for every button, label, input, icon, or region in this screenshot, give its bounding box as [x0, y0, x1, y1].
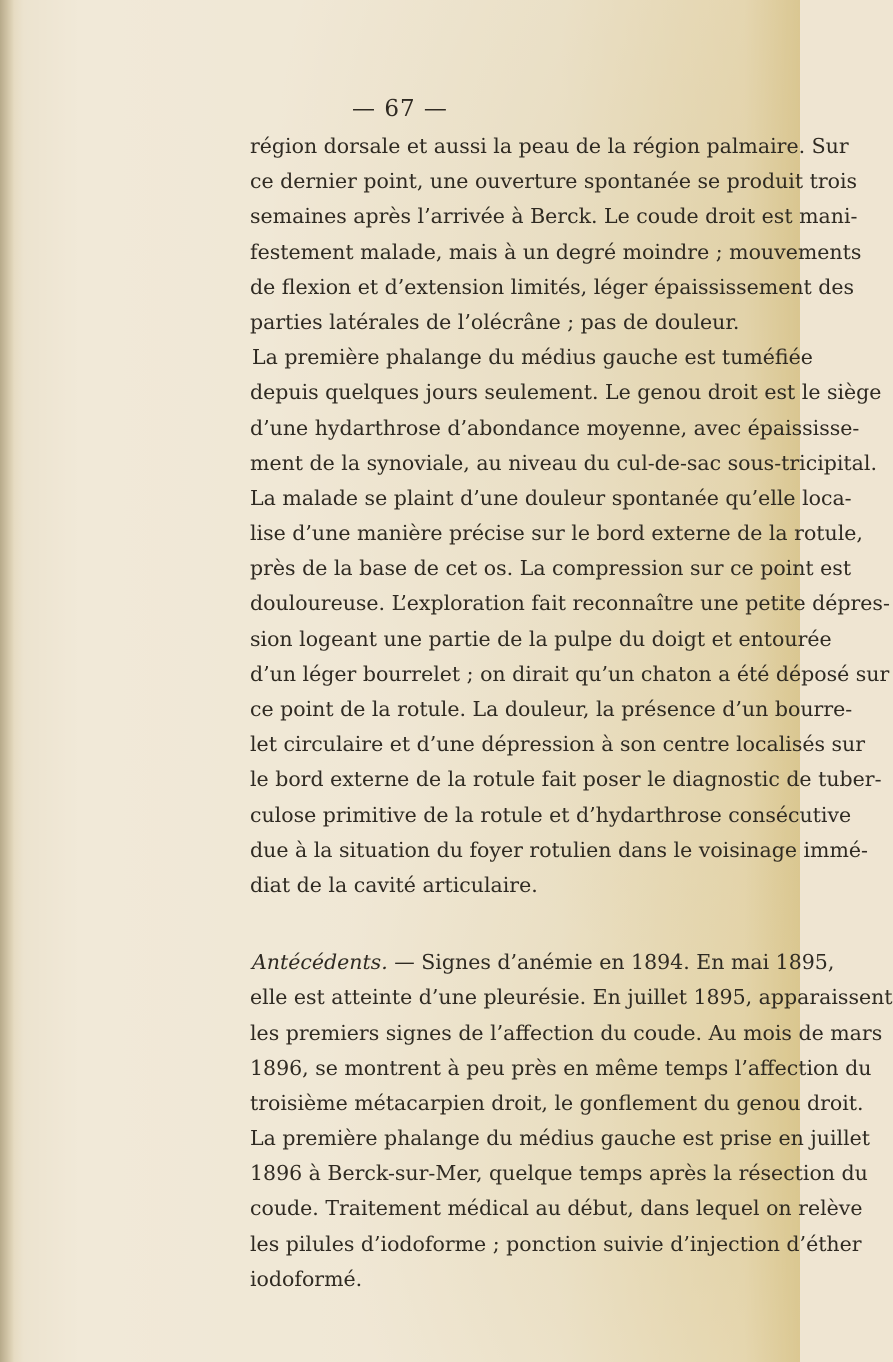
text-line: ment de la synoviale, au niveau du cul-de-sac sous-tricipital.	[250, 450, 877, 475]
text-line: les premiers signes de l’affection du coude. Au mois de mars	[250, 1020, 883, 1045]
text-line: 1896 à Berck-sur-Mer, quelque temps après la résection du	[250, 1161, 868, 1186]
text-line: La malade se plaint d’une douleur spontanée qu’elle loca-	[250, 485, 852, 510]
text-line: let circulaire et d’une dépression à son centre localisés sur	[250, 732, 866, 757]
text-line: d’une hydarthrose d’abondance moyenne, avec épaississe-	[250, 415, 860, 440]
paragraph-clinical-state	[250, 129, 862, 340]
body-text	[250, 129, 893, 1297]
text-line: depuis quelques jours seulement. Le genou droit est le siège	[250, 380, 882, 405]
text-line: diat de la cavité articulaire.	[250, 872, 538, 897]
text-line: festement malade, mais à un degré moindre ; mouvements	[250, 239, 862, 264]
paragraph-antecedents	[250, 945, 893, 1297]
antecedents-first-line: — Signes d’anémie en 1894. En mai 1895,	[387, 950, 835, 975]
text-line: La première phalange du médius gauche est tuméfiée	[252, 345, 813, 370]
text-line: semaines après l’arrivée à Berck. Le coude droit est mani-	[250, 204, 858, 229]
paragraph-gap	[250, 903, 760, 945]
paragraph-knee-diagnosis	[250, 340, 890, 903]
page-number: — 67 —	[352, 96, 448, 122]
text-line: 1896, se montrent à peu près en même temps l’affection du	[250, 1055, 872, 1080]
text-line: iodoformé.	[250, 1266, 363, 1291]
text-line: La première phalange du médius gauche est prise en juillet	[250, 1126, 870, 1151]
text-line: de flexion et d’extension limités, léger épaississement des	[250, 274, 855, 299]
text-line: lise d’une manière précise sur le bord externe de la rotule,	[250, 521, 863, 546]
text-line: le bord externe de la rotule fait poser le diagnostic de tuber-	[250, 767, 882, 792]
text-line: région dorsale et aussi la peau de la région palmaire. Sur	[250, 134, 849, 158]
text-line: les pilules d’iodoforme ; ponction suivie d’injection d’éther	[250, 1231, 862, 1256]
text-line: elle est atteinte d’une pleurésie. En juillet 1895, apparaissent	[250, 985, 893, 1010]
text-line: ce point de la rotule. La douleur, la présence d’un bourre-	[250, 697, 853, 721]
page-binding-edge	[0, 0, 14, 1362]
text-line: due à la situation du foyer rotulien dans le voisinage immé-	[250, 837, 868, 862]
antecedents-heading: Antécédents.	[252, 950, 388, 975]
text-line: troisième métacarpien droit, le gonflement du genou droit.	[250, 1090, 864, 1115]
text-line: près de la base de cet os. La compression sur ce point est	[250, 556, 852, 581]
text-line: culose primitive de la rotule et d’hydarthrose consécutive	[250, 802, 852, 827]
text-line: coude. Traitement médical au début, dans lequel on relève	[250, 1196, 863, 1221]
text-line: parties latérales de l’olécrâne ; pas de douleur.	[250, 309, 740, 334]
text-line	[250, 945, 835, 980]
text-line: ce dernier point, une ouverture spontanée se produit trois	[250, 169, 858, 194]
text-line: d’un léger bourrelet ; on dirait qu’un chaton a été déposé sur	[250, 661, 890, 686]
text-line: sion logeant une partie de la pulpe du doigt et entourée	[250, 626, 832, 651]
text-line: douloureuse. L’exploration fait reconnaître une petite dépres-	[250, 591, 890, 616]
